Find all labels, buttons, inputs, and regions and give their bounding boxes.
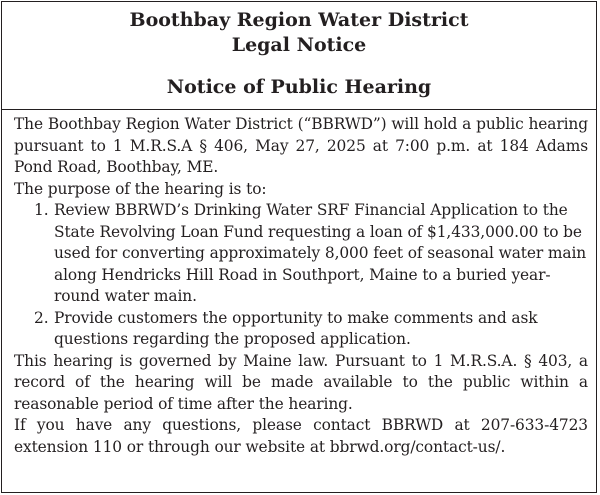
list-item xyxy=(14,200,588,308)
list-item-text: Review BBRWD’s Drinking Water SRF Financial Application to the State Revolving Loan Fund requesting a loan of $1,433,000.00 to be used for converting approximately 8,000 feet of seasonal water main along Hendricks Hill Road in Southport, Maine to a buried year-round water main. xyxy=(54,201,587,305)
list-item-number: 1. xyxy=(34,201,49,219)
notice-type: Legal Notice xyxy=(231,34,367,56)
purpose-lead: The purpose of the hearing is to: xyxy=(14,179,267,198)
notice-heading: Notice of Public Hearing xyxy=(166,76,432,98)
list-item-number: 2. xyxy=(34,308,49,327)
notice-body xyxy=(2,110,596,458)
list-item-text: Provide customers the opportunity to make comments and ask questions regarding the proposed application. xyxy=(54,308,538,348)
contact-paragraph: If you have any questions, please contact BBRWD at 207-633-4723 extension 110 or through our website at bbrwd.org/contact-us/. xyxy=(14,416,588,456)
intro-paragraph: The Boothbay Region Water District (“BBRWD”) will hold a public hearing pursuant to 1 M.R.S.A § 406, May 27, 2025 at 7:00 p.m. at 184 Adams Pond Road, Boothbay, ME. xyxy=(14,115,588,176)
organization-name: Boothbay Region Water District xyxy=(129,9,469,31)
governance-paragraph: This hearing is governed by Maine law. Pursuant to 1 M.R.S.A. § 403, a record of the hearing will be made available to the public within a reasonable period of time after the hearing. xyxy=(14,351,588,413)
legal-notice xyxy=(1,1,597,493)
purpose-list xyxy=(14,200,588,351)
list-item xyxy=(14,308,588,351)
